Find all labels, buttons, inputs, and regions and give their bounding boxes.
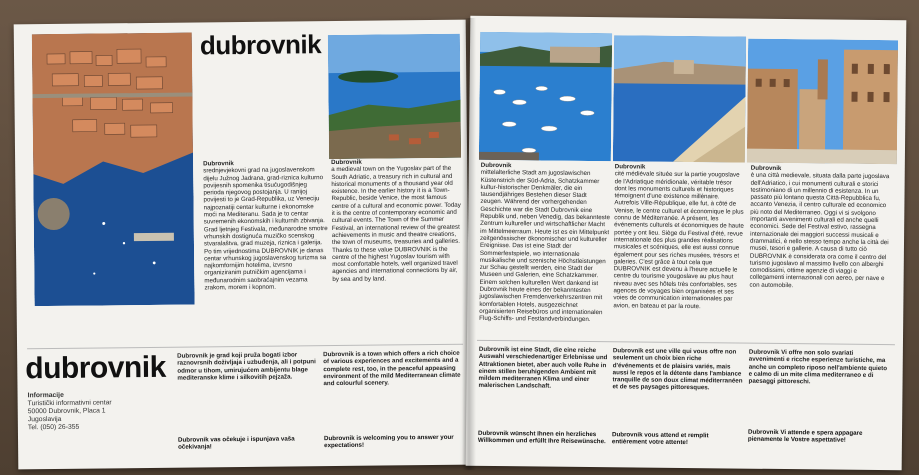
info-line-2: 50000 Dubrovnik, Placa 1 <box>27 407 106 416</box>
promo-de: Dubrovnik ist eine Stadt, die eine reiche Auswahl verschiedenartiger Erlebnisse und Attraktionen bietet, aber auch volle Ruhe in einem stillen beruhigenden Ambient mit mildem mediterranen Klima und einer malerischen Landschaft. <box>478 345 608 391</box>
page-gutter <box>462 18 476 470</box>
street-buildings-photo <box>747 39 898 165</box>
info-line-3: Jugoslavija <box>27 415 62 424</box>
info-phone: Tel. (050) 26-355 <box>27 423 80 432</box>
column-it-body <box>750 165 891 291</box>
slogan-fr: Dubrovnik vous attend et remplit entièrement votre attente! <box>611 431 709 447</box>
column-de-text: mittelalterliche Stadt am jugoslawischen Küstenstrich der Süd-Adria, Schatzkammer kultur-historischer Denkmäler, die ein tausendjähriges Bestehen dieser Stadt zeugen. Während der vorhergehenden Geschichte war die Stadt Dubrovnik eine Republik und, neben Venedig, das bekannteste Zentrum kultureller und wirtschaftlicher Macht im Mittelmeerraum. Heute ist es ein Mittelpunkt zeitgenössischer ökonomischer und kultureller Ereignisse. Das ist eine Stadt der Sommerfestspiele, wo internationale musikalische und szenische Höchstleistungen zur Schau gestellt werden, eine Stadt der Museen und Galerien, eine Schatzkammer. Einem solchen kulturellen Wert dankend ist Dubrovnik heute eines der bekanntesten jugoslawischen Fremdenverkehrszentren mit komfortablen Hotels, ausgezeichnet organisierten Reisebüros und internationalen Flug-Schiffs- und Festlandverbindungen. <box>479 169 610 324</box>
island-coast-photo <box>328 34 461 159</box>
promo-en: Dubrovnik is a town which offers a rich choice of various experiences and excitements and a complete rest, too, in the peaceful appeasing environment of the mild Mediterranean climate and colourful scenery. <box>323 349 461 388</box>
brand-logo-bottom: dubrovnik <box>25 350 166 386</box>
harbour-boats-photo <box>479 32 612 161</box>
column-de-heading: Dubrovnik <box>480 161 512 170</box>
old-town-aerial-photo <box>32 33 195 307</box>
column-fr-text: cité médiévale située sur la partie yougoslave de l'Adriatique méridionale, véritable trésor dont les monuments culturels et historiques témoignent d'une existence millénaire. Autrefois Ville-République, elle fut, à côté de Venise, le centre culturel et économique le plus connu de Méditerranée. A présent, les événements culturels et économiques de haute portée y ont lieu. Siège du Festival d'été, revue internationale des plus grandes réalisations musicales et scéniques, elle est aussi connue également pour ses riches musées, trésors et galeries. C'est grâce à tout cela que DUBROVNIK est devenu à l'heure actuelle le centre du tourisme yougoslave au plus haut niveau avec ses hôtels très confortables, ses agences de voyages bien organisées et ses voies de communication internationales par avion, en bateau et par la route. <box>613 170 744 310</box>
promo-fr: Dubrovnik est une ville qui vous offre non seulement un choix bien riche d'événements et de plaisirs variés, mais aussi le repos et la détente dans l'ambiance tranquille de son doux climat méditerranéen et de ses paysages pittoresques. <box>612 347 743 392</box>
info-block <box>28 391 168 432</box>
brand-logo-top: dubrovnik <box>199 29 322 61</box>
info-label: Informacije <box>27 391 64 400</box>
promo-it: Dubrovnik Vi offre non solo svariati avvenimenti e ricche esperienze turistiche, ma anche un completo riposo nell'ambiente quieto e calmo di un mite clima mediterraneo e di paesaggi pittoreschi. <box>748 348 888 386</box>
column-hr-body <box>203 159 328 292</box>
column-it-text: è una città medievale, situata dalla parte jugoslava dell'Adriatico, i cui monumenti culturali e storici testimoniano di un millennio di esistenza. In un passato più lontano questa Città-Repubblica fu, accanto Venezia, il centro culturale ed economico più noto del Mediterraneo. Oggi vi si svolgono importanti avvenimenti culturali ed anche quelli economici. Sede del Festival estivo, rassegna internazionale dei maggiori successi musicali e drammatici, è nello stesso tempo anche la città dei musei, tesori e gallerie. A causa di tutto ciò DUBROVNIK è considerata ora come il centro del turismo jugoslavo al massimo livello con alberghi comodissimi, ottime agenzie di viaggi e collegamenti internazionali con aereo, per nave e con automobile. <box>749 171 890 289</box>
column-en-heading: Dubrovnik <box>331 158 362 167</box>
column-en-body <box>331 158 462 283</box>
slogan-hr: Dubrovnik vas očekuje i ispunjava vaša očekivanja! <box>178 435 295 452</box>
info-line-1: Turistički informativni centar <box>27 399 112 408</box>
slogan-de: Dubrovnik wünscht Ihnen ein herzliches Willkommen und erfüllt Ihre Reisewünsche. <box>477 429 606 446</box>
brochure-left-page <box>14 20 471 470</box>
left-divider <box>27 344 463 350</box>
slogan-en: Dubrovnik is welcoming you to answer your expectations! <box>324 433 454 450</box>
column-en-text: a medieval town on the Yugoslav part of the South Adriatic, a treasury rich in cultural and historical monuments of a thousand year old existence. In the earlier history it is a Town-Republic, beside Venice, the most famous centre of a cultural and economic power. Today it is the centre of contemporary economic and cultural events. The Town of the Summer Festival, an international review of the greatest achievements in music and theatre creations, the town of museums, treasuries and galleries. Thanks to these value DUBROVNIK is the centre of the highest Yugoslav tourism with most comfortable hotels, well organized travel agencies and international connections by air, by sea and by land. <box>331 165 461 283</box>
slogan-it: Dubrovnik Vi attende e spera appagare pienamente le Vostre aspettative! <box>747 428 863 445</box>
right-divider <box>477 340 895 345</box>
promo-hr: Dubrovnik je grad koji pruža bogati izbor raznovrsnih doživljaja i uzbuđenja, ali i potpuni odmor u tihom, umirujućem ambijentu blage mediteranske klime i silkovitih pejzaža. <box>177 351 316 382</box>
column-de-body <box>479 162 611 324</box>
brochure-right-page <box>466 16 907 471</box>
column-fr-heading: Dubrovnik <box>614 163 646 171</box>
column-hr-text: srednjevjekovni grad na jugoslavenskom dijelu Južnog Jadrana, grad-riznica kulturno povijesnih spomenika tisućugodišnjeg perioda njegovog postojanja. U ranijoj povijesti to je Grad-Republika, uz Veneciju najpoznatiji centar kulturne i ekonomske moći na Mediteranu. Sada je to centar suvremenih ekonomskih i kulturnih zbivanja. Grad ljetnjeg Festivala, međunarodne smotre vrhunskih dostignuća muzičko scenskog stvaralaštva, grad muzeja, riznica i galerija. Po tim vrijednostima DUBROVNIK je danas centar vrhunskog jugoslavenskog turizma sa najkomfornijim hotelima, izvrsno organiziranim putničkim agencijama i međunarodnim saobraćajnim vezama zrakom, morem i kopnom. <box>203 166 328 292</box>
column-it-heading: Dubrovnik <box>750 164 782 172</box>
column-hr-heading: Dubrovnik <box>203 160 234 168</box>
column-fr-body <box>613 163 745 310</box>
beach-city-walls-photo <box>613 35 746 162</box>
